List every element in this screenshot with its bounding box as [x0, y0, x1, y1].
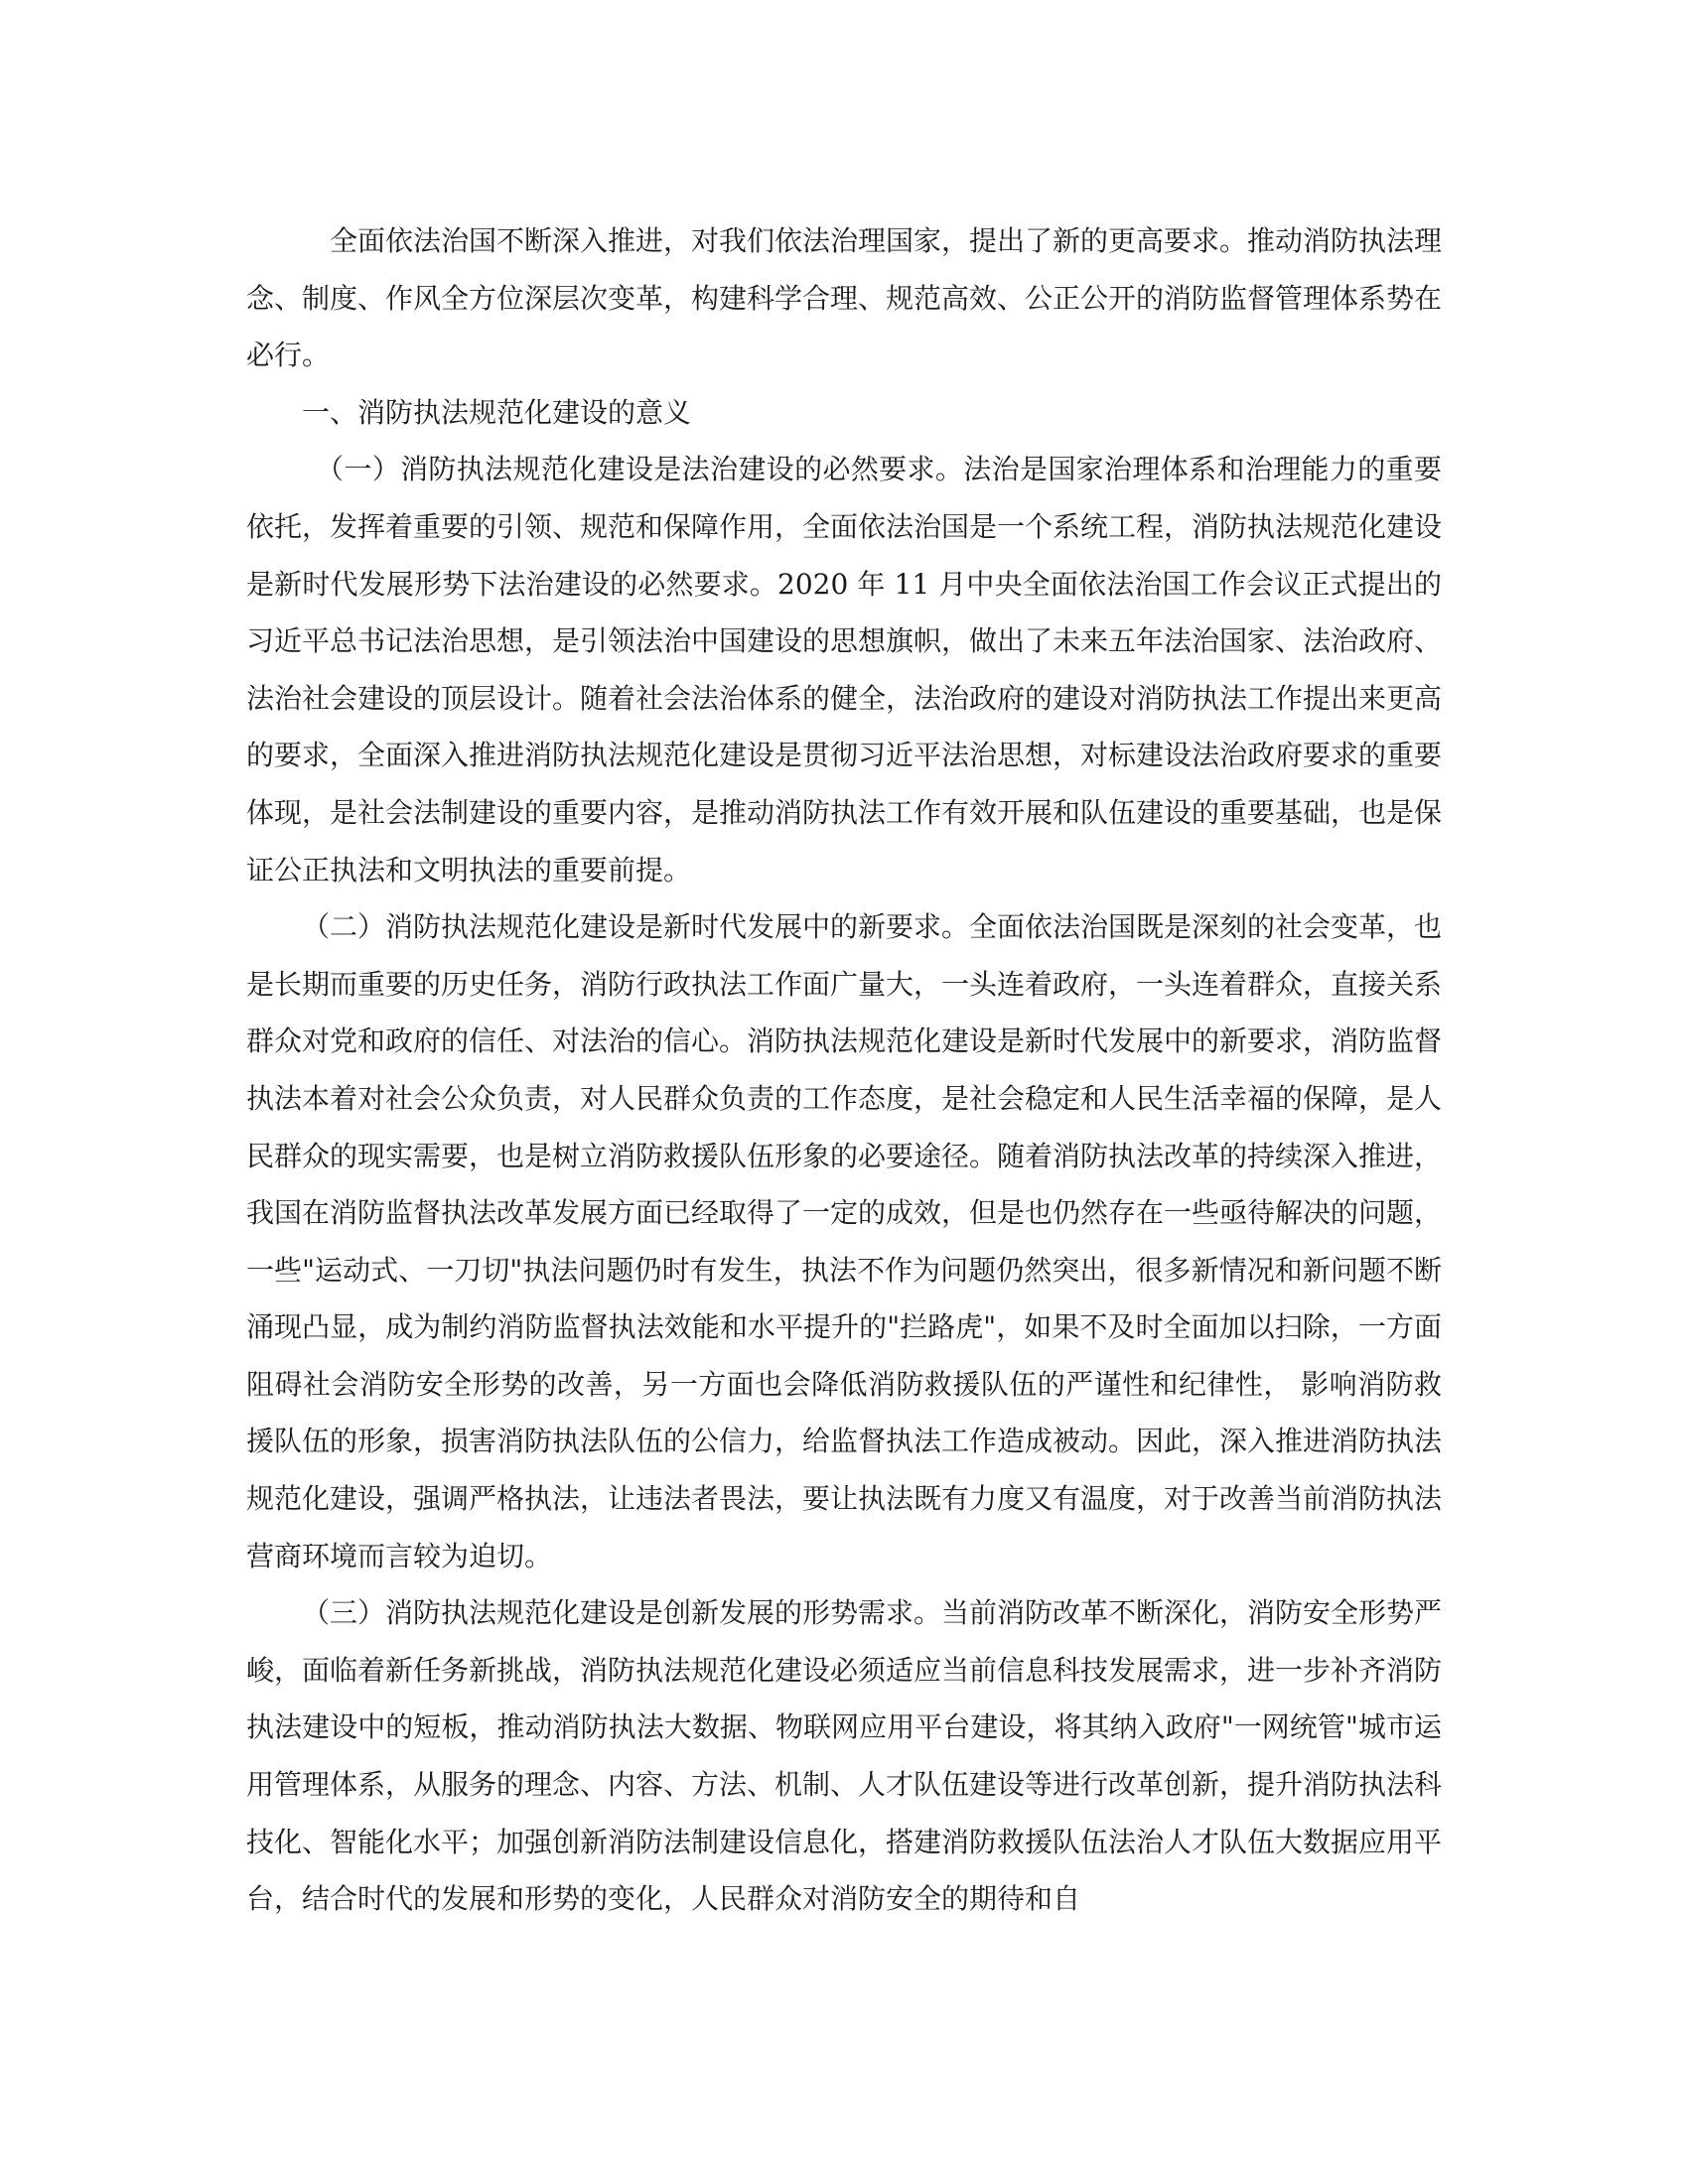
- document-body: [246, 212, 1442, 1928]
- section-heading: 一、消防执法规范化建设的意义: [302, 395, 692, 429]
- subsection-paragraph-1: （一）消防执法规范化建设是法治建设的必然要求。法治是国家治理体系和治理能力的重要依托，发挥着重要的引领、规范和保障作用，全面依法治国是一个系统工程，消防执法规范化建设是新时代发展形势下法治建设的必然要求。2020 年 11 月中央全面依法治国工作会议正式提出的习近平总书记法治思想，是引领法治中国建设的思想旗帜，做出了未来五年法治国家、法治政府、法治社会建设的顶层设计。随着社会法治体系的健全，法治政府的建设对消防执法工作提出来更高的要求，全面深入推进消防执法规范化建设是贯彻习近平法治思想，对标建设法治政府要求的重要体现，是社会法制建设的重要内容，是推动消防执法工作有效开展和队伍建设的重要基础，也是保证公正执法和文明执法的重要前提。: [246, 453, 1443, 887]
- subsection-paragraph-3: （三）消防执法规范化建设是创新发展的形势需求。当前消防改革不断深化，消防安全形势严峻，面临着新任务新挑战，消防执法规范化建设必须适应当前信息科技发展需求，进一步补齐消防执法建设中的短板，推动消防执法大数据、物联网应用平台建设，将其纳入政府"一网统管"城市运用管理体系，从服务的理念、内容、方法、机制、人才队伍建设等进行改革创新，提升消防执法科技化、智能化水平；加强创新消防法制建设信息化，搭建消防救援队伍法治人才队伍大数据应用平台，结合时代的发展和形势的变化，人民群众对消防安全的期待和自: [246, 1596, 1443, 1916]
- intro-paragraph: 全面依法治国不断深入推进，对我们依法治理国家，提出了新的更高要求。推动消防执法理念、制度、作风全方位深层次变革，构建科学合理、规范高效、公正公开的消防监督管理体系势在必行。: [246, 224, 1443, 372]
- subsection-paragraph-2: （二）消防执法规范化建设是新时代发展中的新要求。全面依法治国既是深刻的社会变革，也是长期而重要的历史任务，消防行政执法工作面广量大，一头连着政府，一头连着群众，直接关系群众对党和政府的信任、对法治的信心。消防执法规范化建设是新时代发展中的新要求，消防监督执法本着对社会公众负责，对人民群众负责的工作态度，是社会稳定和人民生活幸福的保障，是人民群众的现实需要，也是树立消防救援队伍形象的必要途径。随着消防执法改革的持续深入推进，我国在消防监督执法改革发展方面已经取得了一定的成效，但是也仍然存在一些亟待解决的问题，一些"运动式、一刀切"执法问题仍时有发生，执法不作为问题仍然突出，很多新情况和新问题不断涌现凸显，成为制约消防监督执法效能和水平提升的"拦路虎"，如果不及时全面加以扫除，一方面阻碍社会消防安全形势的改善，另一方面也会降低消防救援队伍的严谨性和纪律性， 影响消防救援队伍的形象，损害消防执法队伍的公信力，给监督执法工作造成被动。因此，深入推进消防执法规范化建设，强调严格执法，让违法者畏法，要让执法既有力度又有温度，对于改善当前消防执法营商环境而言较为迫切。: [246, 910, 1443, 1572]
